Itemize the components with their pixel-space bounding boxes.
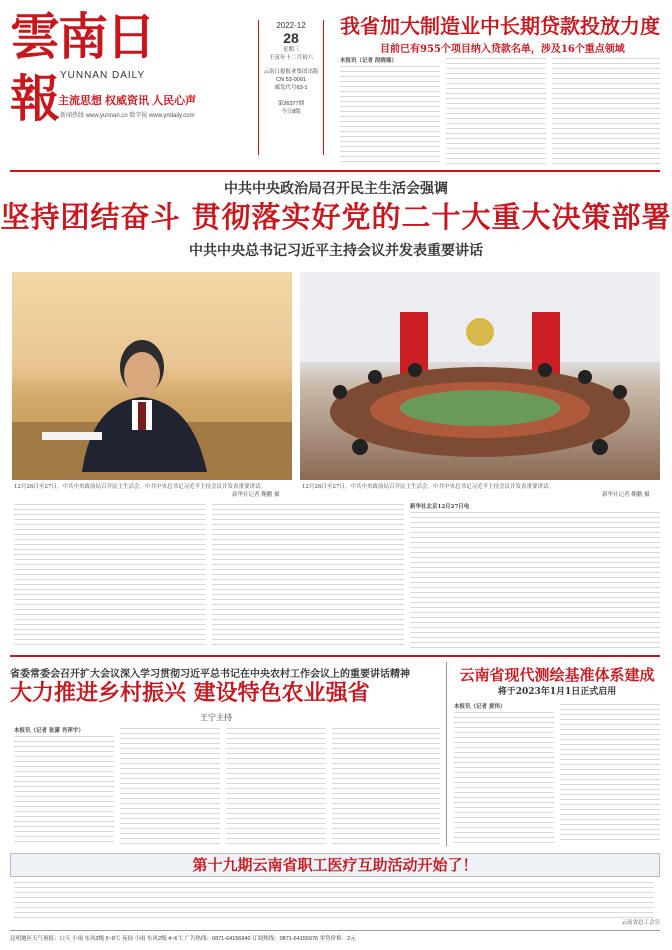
photo1-caption: 12月26日至27日，中共中央政治局召开民主生活会。中共中央总书记习近平主持会议并发表重要讲话。	[14, 484, 266, 490]
masthead-website[interactable]: 新闻热线 www.yunnan.cn 数字报 www.yndaily.com	[60, 113, 195, 119]
photo1-credit: 新华社记者 鞠鹏 摄	[232, 492, 280, 498]
section3-subtitle: 将于2023年1月1日正式启用	[497, 687, 617, 697]
top-story-subtitle: 目前已有955个项目纳入贷款名单，涉及16个重点领域	[380, 44, 625, 55]
issue-pages: 今日8版	[281, 109, 301, 115]
main-headline[interactable]: 坚持团结奋斗 贯彻落实好党的二十大重大决策部署	[0, 200, 672, 234]
issue-day: 28	[283, 30, 299, 46]
top-story-column-1	[340, 66, 440, 164]
section2-column-1	[14, 736, 114, 844]
top-story-headline[interactable]: 我省加大制造业中长期贷款投放力度	[340, 14, 660, 38]
main-article-column-2	[212, 504, 404, 649]
issue-postal-code: 邮发代号63-1	[274, 85, 308, 91]
banner-credit: 云南省总工会宣	[621, 920, 660, 926]
main-photo-meeting[interactable]	[300, 272, 660, 480]
top-story-column-3	[552, 58, 660, 164]
page-footer: 昆明地区天气预报：白天 小雨 东风3级 5~8℃ 夜间 小雨 东风2级 4~6℃ 广告热线：0871-64156940 订阅热线：0871-64155976 零售价格：2元	[10, 930, 660, 942]
section2-host: 王宁主持	[200, 713, 232, 722]
top-story-column-2	[446, 58, 546, 164]
main-article-column-1	[14, 504, 206, 649]
meeting-photo-illustration	[300, 272, 660, 480]
section3-headline[interactable]: 云南省现代测绘基准体系建成	[459, 666, 655, 684]
top-story-lead: 本报讯（记者 段晓瑞）	[340, 58, 397, 64]
section2-kicker: 省委常委会召开扩大会议深入学习贯彻习近平总书记在中央农村工作会议上的重要讲话精神	[10, 669, 410, 680]
main-kicker: 中共中央政治局召开民主生活会强调	[224, 181, 448, 197]
section-divider	[10, 170, 660, 172]
issue-cn-number: CN 53-0001	[276, 77, 306, 83]
section3-column-1	[454, 712, 554, 844]
main-dateline: 新华社北京12月27日电	[410, 504, 470, 510]
main-article-column-3	[410, 512, 660, 649]
issue-lunar-date: 壬寅年十二月初六	[268, 55, 313, 61]
column-rule	[446, 662, 447, 846]
section2-column-3	[226, 728, 326, 844]
issue-weekday: 星期三	[282, 47, 300, 53]
section-divider	[10, 655, 660, 657]
medical-aid-banner[interactable]: 第十九期云南省职工医疗互助活动开始了！	[10, 853, 660, 877]
photo2-caption: 12月26日至27日，中共中央政治局召开民主生活会。中共中央总书记习近平主持会议并发表重要讲话。	[302, 484, 554, 490]
masthead-english-name: YUNNAN DAILY	[60, 70, 146, 81]
section2-headline[interactable]: 大力推进乡村振兴 建设特色农业强省	[10, 680, 370, 706]
issue-year-month: 2022-12	[276, 21, 306, 30]
masthead-slogan: 主流思想 权威资讯 人民心声	[58, 95, 197, 107]
main-photo-leader[interactable]	[12, 272, 292, 480]
masthead-logo: 雲南日報	[10, 7, 154, 128]
banner-body-text	[14, 882, 654, 918]
leader-photo-illustration	[12, 272, 292, 480]
main-subtitle: 中共中央总书记习近平主持会议并发表重要讲话	[189, 243, 483, 259]
section2-lead: 本报讯（记者 张潇 肖萍宇）	[14, 728, 84, 734]
section3-lead: 本报讯（记者 黄伟）	[454, 704, 506, 710]
section2-column-4	[332, 728, 440, 844]
photo2-credit: 新华社记者 鞠鹏 摄	[602, 492, 650, 498]
issue-publisher: 云南日报报业集团出版	[263, 69, 319, 75]
section3-column-2	[560, 704, 660, 844]
section2-column-2	[120, 728, 220, 844]
issue-number: 第26377期	[277, 101, 305, 107]
issue-info-box	[258, 20, 324, 155]
